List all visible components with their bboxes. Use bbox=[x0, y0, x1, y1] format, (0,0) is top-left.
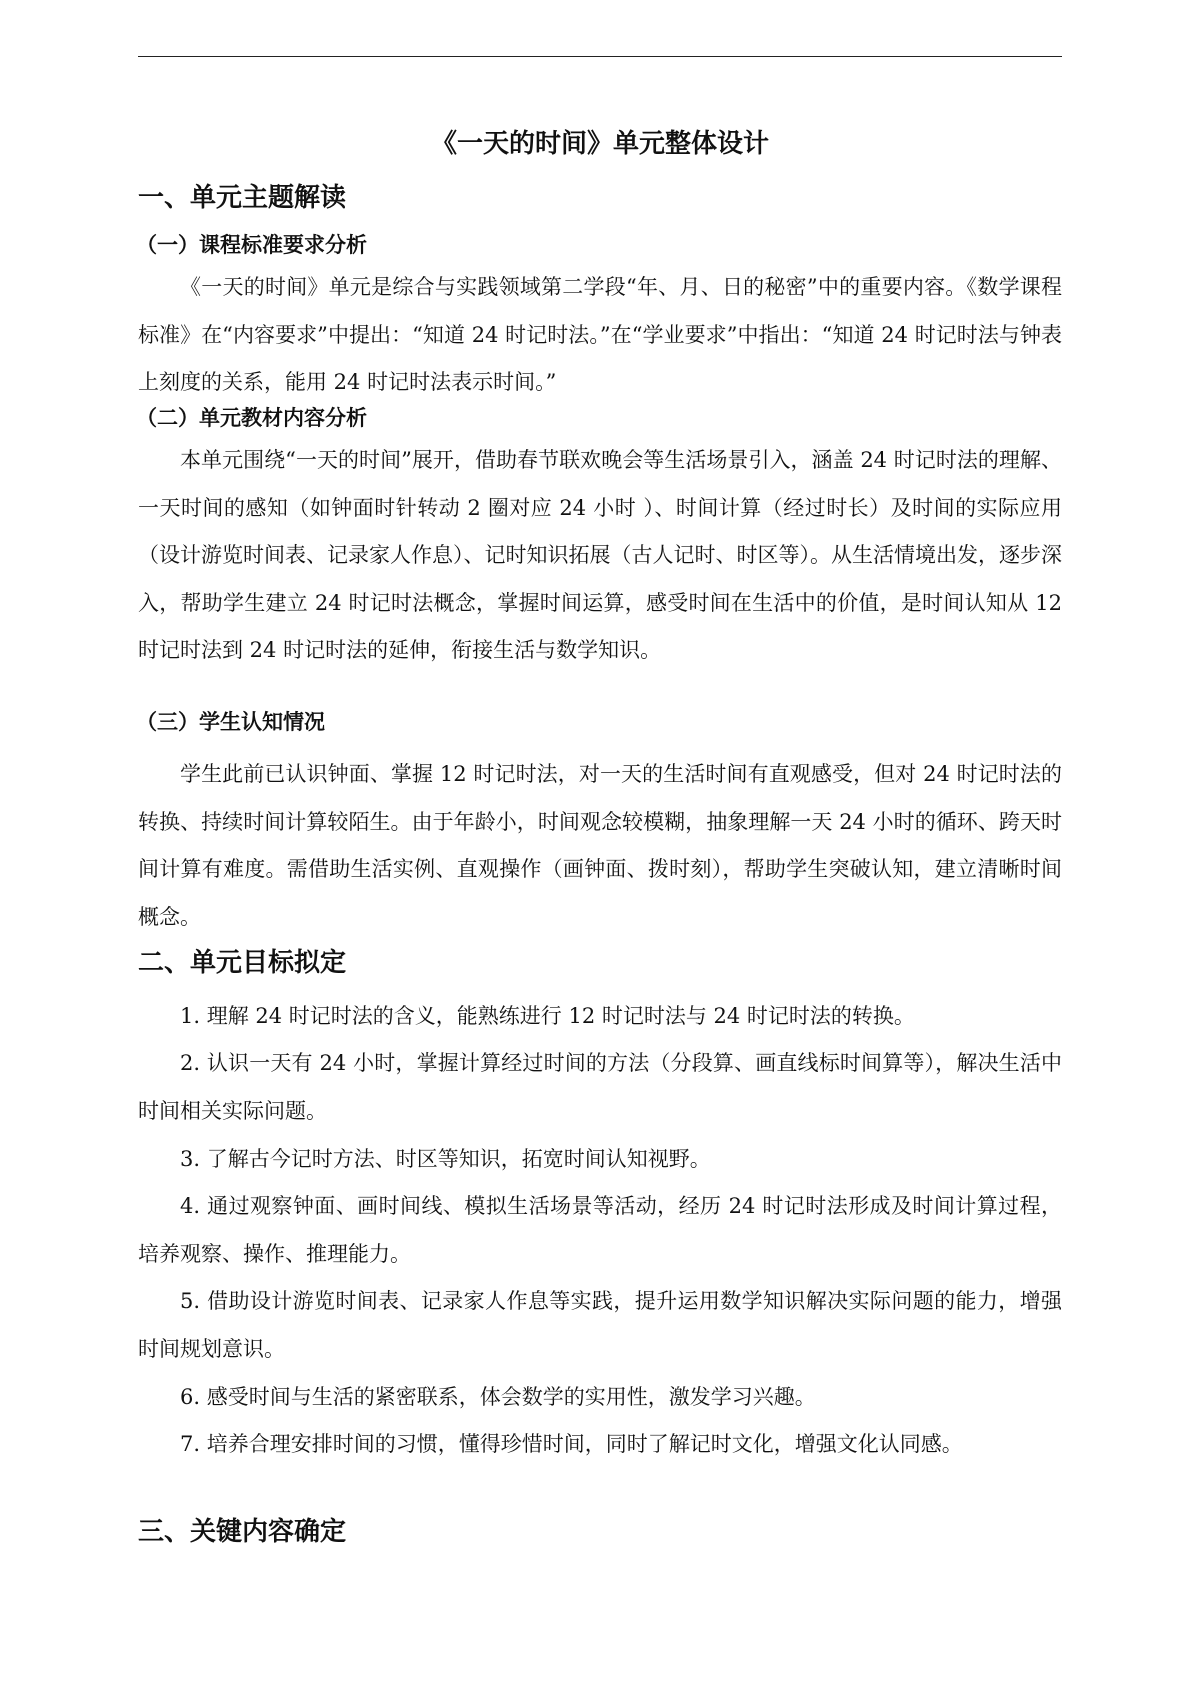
document-title: 《一天的时间》单元整体设计 bbox=[430, 129, 769, 159]
paragraph-student-cognition: 学生此前已认识钟面、掌握 12 时记时法，对一天的生活时间有直观感受，但对 24 时记时法的转换、持续时间计算较陌生。由于年龄小，时间观念较模糊，抽象理解一天 24 小时的循环、跨天时间计算有难度。需借助生活实例、直观操作（画钟面、拨时刻），帮助学生突破认知，建立清晰时间概念。 bbox=[138, 762, 1062, 929]
section-heading-3: 三、关键内容确定 bbox=[138, 1517, 347, 1547]
goal-item: 5. 借助设计游览时间表、记录家人作息等实践，提升运用数学知识解决实际问题的能力，增强时间规划意识。 bbox=[138, 1289, 1062, 1361]
goal-item: 7. 培养合理安排时间的习惯，懂得珍惜时间，同时了解记时文化，增强文化认同感。 bbox=[180, 1432, 963, 1456]
goal-item: 1. 理解 24 时记时法的含义，能熟练进行 12 时记时法与 24 时记时法的转换。 bbox=[180, 1004, 915, 1028]
subsection-heading-1-2: （二）单元教材内容分析 bbox=[136, 406, 367, 430]
section-heading-2: 二、单元目标拟定 bbox=[138, 948, 347, 978]
paragraph-textbook-content: 本单元围绕“一天的时间”展开，借助春节联欢晚会等生活场景引入，涵盖 24 时记时法的理解、一天时间的感知（如钟面时针转动 2 圈对应 24 小时 ）、时间计算（经过时长）及时间的实际应用（设计游览时间表、记录家人作息）、记时知识拓展（古人记时、时区等）。从生活情境出发，逐步深入，帮助学生建立 24 时记时法概念，掌握时间运算，感受时间在生活中的价值，是时间认知从 12 时记时法到 24 时记时法的延伸，衔接生活与数学知识。 bbox=[138, 448, 1062, 662]
goal-item: 3. 了解古今记时方法、时区等知识，拓宽时间认知视野。 bbox=[180, 1147, 711, 1171]
goal-item: 4. 通过观察钟面、画时间线、模拟生活场景等活动，经历 24 时记时法形成及时间计算过程，培养观察、操作、推理能力。 bbox=[138, 1194, 1062, 1266]
header-rule bbox=[138, 56, 1062, 57]
subsection-heading-1-3: （三）学生认知情况 bbox=[136, 710, 325, 734]
paragraph-curriculum-standard: 《一天的时间》单元是综合与实践领域第二学段“年、月、日的秘密”中的重要内容。《数学课程标准》在“内容要求”中提出：“知道 24 时记时法。”在“学业要求”中指出：“知道 24 时记时法与钟表上刻度的关系，能用 24 时记时法表示时间。” bbox=[138, 275, 1062, 394]
subsection-heading-1-1: （一）课程标准要求分析 bbox=[136, 233, 367, 257]
goal-item: 6. 感受时间与生活的紧密联系，体会数学的实用性，激发学习兴趣。 bbox=[180, 1385, 816, 1409]
section-heading-1: 一、单元主题解读 bbox=[138, 183, 347, 213]
goal-item: 2. 认识一天有 24 小时，掌握计算经过时间的方法（分段算、画直线标时间算等），解决生活中时间相关实际问题。 bbox=[138, 1051, 1062, 1123]
